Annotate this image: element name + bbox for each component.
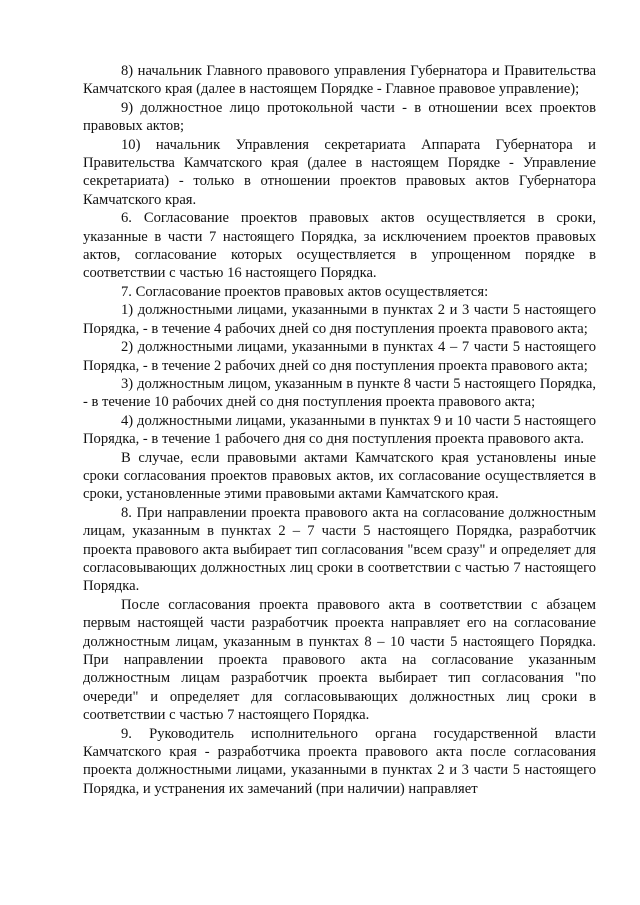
paragraph-section-7-item-4: 4) должностными лицами, указанными в пунктах 9 и 10 части 5 настоящего Порядка, - в течение 1 рабочего дня со дня поступления проекта правового акта. <box>83 412 596 448</box>
paragraph-section-8: 8. При направлении проекта правового акта на согласование должностным лицам, указанным в пунктах 2 – 7 части 5 настоящего Порядка, разработчик проекта правового акта выбирает тип согласования "всем сразу" и определяет для согласовывающих должностных лиц сроки в соответствии с частью 7 настоящего Порядка. <box>83 504 596 595</box>
paragraph-section-7-exception: В случае, если правовыми актами Камчатского края установлены иные сроки согласования проектов правовых актов, их согласование осуществляется в сроки, установленные этими правовыми актами Камчатского края. <box>83 449 596 503</box>
document-page <box>83 62 596 798</box>
paragraph-section-7-item-2: 2) должностными лицами, указанными в пунктах 4 – 7 части 5 настоящего Порядка, - в течение 2 рабочих дней со дня поступления проекта правового акта; <box>83 339 596 374</box>
paragraph-item-8-head-lawyer: 8) начальник Главного правового управления Губернатора и Правительства Камчатского края (далее в настоящем Порядке - Главное правовое управление); <box>83 63 596 98</box>
paragraph-item-10-secretariat: 10) начальник Управления секретариата Аппарата Губернатора и Правительства Камчатского края (далее в настоящем Порядке - Управление секретариата) - только в отношении проектов правовых актов Губернатора Камчатского края. <box>83 136 596 208</box>
paragraph-section-7-item-1: 1) должностными лицами, указанными в пунктах 2 и 3 части 5 настоящего Порядка, - в течение 4 рабочих дней со дня поступления проекта правового акта; <box>83 302 596 337</box>
paragraph-section-7-intro: 7. Согласование проектов правовых актов осуществляется: <box>121 283 489 300</box>
paragraph-section-9: 9. Руководитель исполнительного органа государственной власти Камчатского края - разработчика проекта правового акта после согласования проекта должностными лицами, указанными в пунктах 2 и 3 части 5 настоящего Порядка, и устранения их замечаний (при наличии) направляет <box>83 725 596 797</box>
paragraph-section-7-item-3: 3) должностным лицом, указанным в пункте 8 части 5 настоящего Порядка, - в течение 10 рабочих дней со дня поступления проекта правового акта; <box>83 375 596 411</box>
paragraph-item-9-protocol: 9) должностное лицо протокольной части - в отношении всех проектов правовых актов; <box>83 99 596 135</box>
paragraph-section-6: 6. Согласование проектов правовых актов осуществляется в сроки, указанные в части 7 настоящего Порядка, за исключением проектов правовых актов, согласование которых осуществляется в упрощенном порядке в соответствии с частью 16 настоящего Порядка. <box>83 210 596 282</box>
paragraph-section-8-continued: После согласования проекта правового акта в соответствии с абзацем первым настоящей части разработчик проекта направляет его на согласование должностным лицам, указанным в пунктах 8 – 10 части 5 настоящего Порядка. При направлении проекта правового акта на согласование указанным должностным лицам разработчик проекта выбирает тип согласования "по очереди" и определяет для согласовывающих должностных лиц сроки в соответствии с частью 7 настоящего Порядка. <box>83 596 596 724</box>
